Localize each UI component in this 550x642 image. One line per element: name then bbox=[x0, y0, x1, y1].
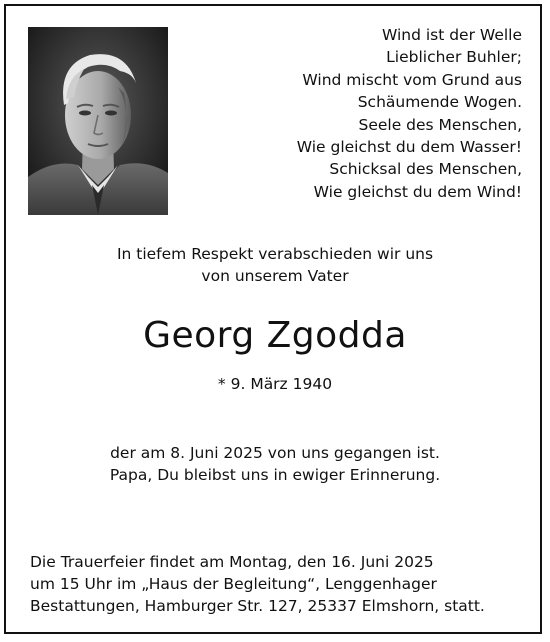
intro-line: von unserem Vater bbox=[201, 267, 349, 285]
funeral-line: Bestattungen, Hamburger Str. 127, 25337 Elmshorn, statt. bbox=[30, 597, 485, 615]
poem-line: Schicksal des Menschen, bbox=[329, 160, 522, 179]
birth-date: * 9. März 1940 bbox=[217, 375, 333, 393]
portrait-photo bbox=[28, 27, 168, 215]
poem bbox=[222, 24, 522, 203]
remembrance-line: Papa, Du bleibst uns in ewiger Erinnerung. bbox=[109, 466, 441, 484]
poem-line: Wie gleichst du dem Wasser! bbox=[296, 138, 522, 157]
deceased-name: Georg Zgodda bbox=[143, 315, 407, 356]
poem-line: Seele des Menschen, bbox=[358, 115, 522, 134]
poem-line: Wind ist der Welle bbox=[381, 26, 522, 44]
intro-text bbox=[0, 243, 550, 287]
funeral-info bbox=[30, 551, 530, 617]
poem-line: Wind mischt vom Grund aus bbox=[302, 70, 522, 89]
funeral-line: Die Trauerfeier findet am Montag, den 16. Juni 2025 bbox=[30, 553, 434, 571]
poem-line: Wie gleichst du dem Wind! bbox=[313, 182, 522, 201]
intro-line: In tiefem Respekt verabschieden wir uns bbox=[116, 245, 434, 263]
death-line: der am 8. Juni 2025 von uns gegangen ist. bbox=[110, 444, 440, 462]
poem-line: Schäumende Wogen. bbox=[357, 93, 522, 112]
death-text bbox=[0, 442, 550, 486]
funeral-line: um 15 Uhr im „Haus der Begleitung“, Lenggenhager bbox=[30, 575, 437, 593]
poem-line: Lieblicher Buhler; bbox=[386, 48, 522, 67]
